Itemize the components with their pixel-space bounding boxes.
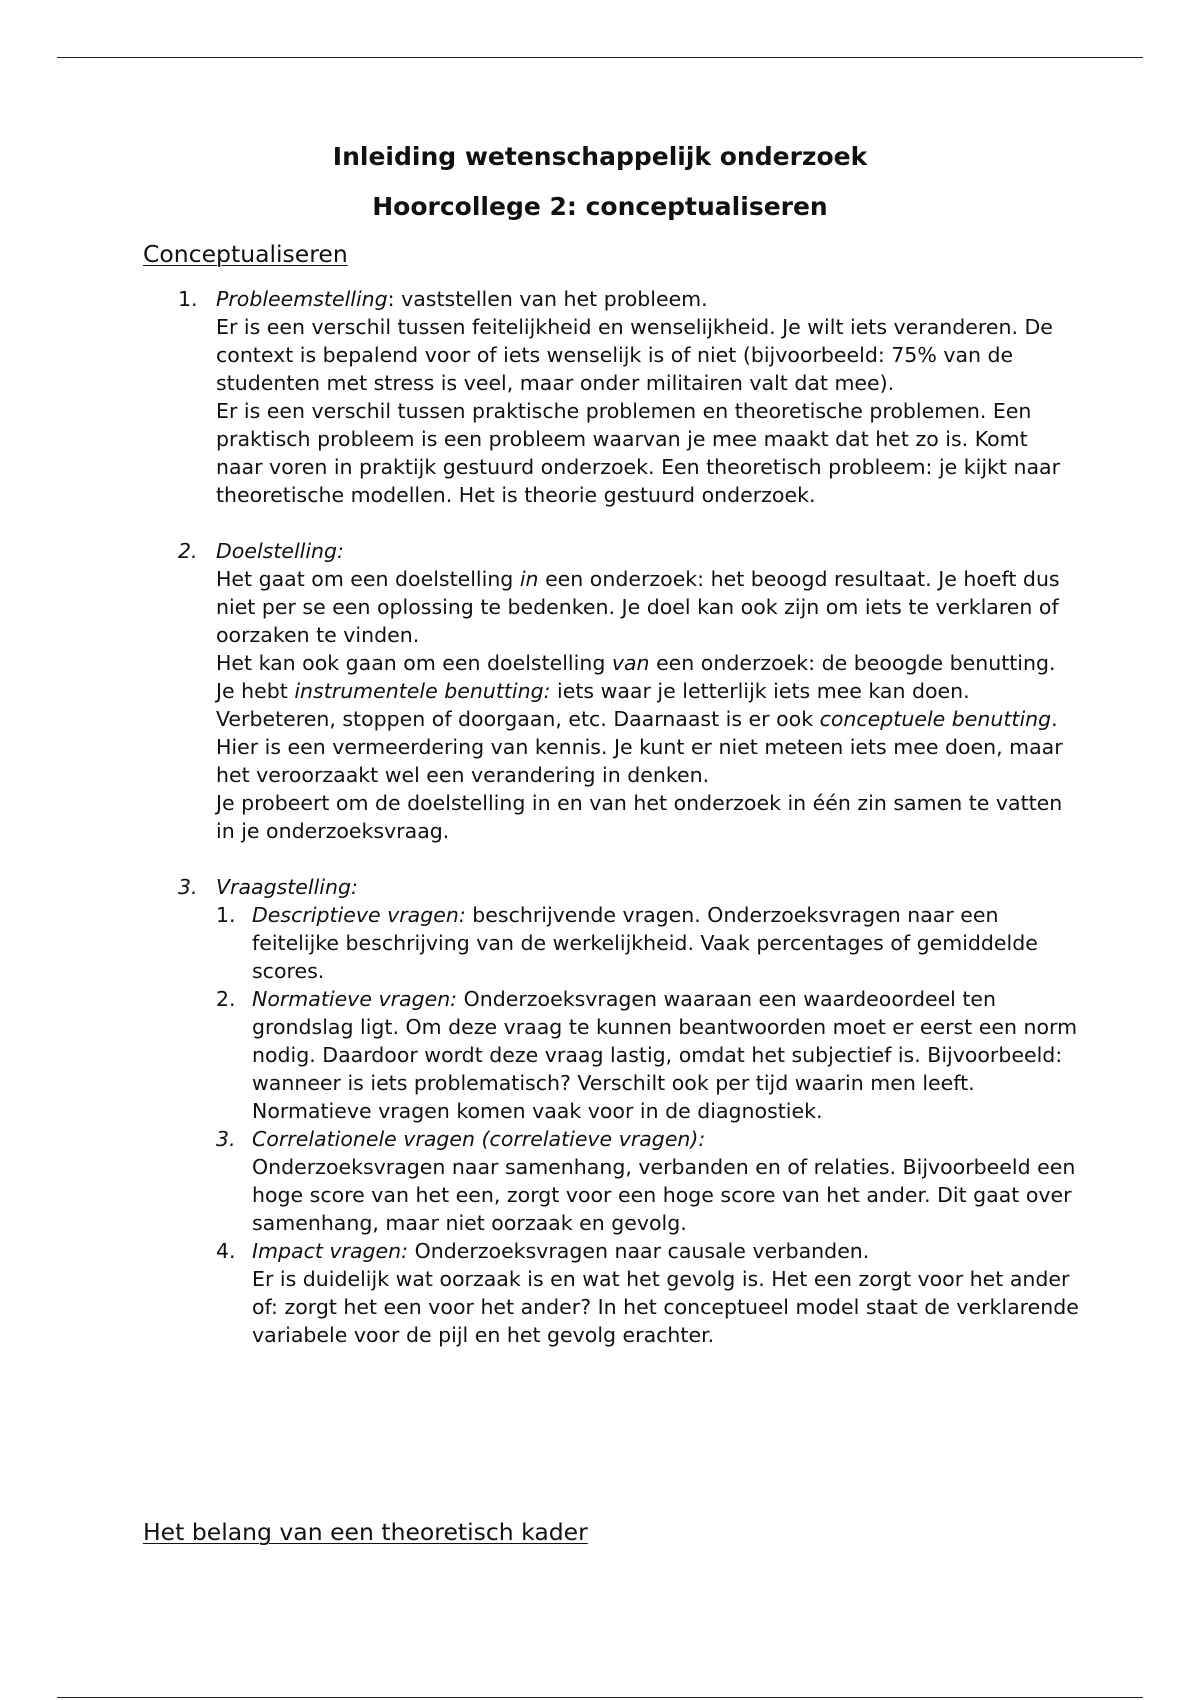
paragraph: Er is een verschil tussen feitelijkheid en wenselijkheid. Je wilt iets veranderen. De context is bepalend voor of iets wenselijk is of niet (bijvoorbeeld: 75% van de studenten met stress is veel, maar onder militairen valt dat mee). (216, 315, 1053, 395)
item-label: Vraagstelling: (216, 875, 358, 899)
text-run: Het kan ook gaan om een doelstelling (216, 651, 612, 675)
paragraph: Je probeert om de doelstelling in en van het onderzoek in één zin samen te vatten in je onderzoeksvraag. (216, 791, 1063, 843)
paragraph (252, 901, 1082, 985)
text-run: . Hier is een vermeerdering van kennis. Je kunt er niet meteen iets mee doen, maar het veroorzaakt wel een verandering in denken. (216, 707, 1063, 787)
paragraph (216, 565, 1066, 649)
document-title: Inleiding wetenschappelijk onderzoek (332, 142, 868, 171)
paragraph (252, 1237, 1082, 1265)
list-number: 3. (178, 875, 198, 899)
list-item-doelstelling (0, 537, 1066, 845)
item-label-suffix: : vaststellen van het probleem. (387, 287, 708, 311)
list-number: 3. (216, 1127, 236, 1151)
text-run: Onderzoeksvragen waaraan een waardeoordeel ten grondslag ligt. Om deze vraag te kunnen beantwoorden moet er eerst een norm nodig. Daardoor wordt deze vraag lastig, omdat het subjectief is. Bijvoorbeeld: wanneer is iets problematisch? Verschilt ook per tijd waarin men leeft. Normatieve vragen komen vaak voor in de diagnostiek. (252, 987, 1078, 1123)
paragraph (252, 985, 1082, 1125)
text-run: Onderzoeksvragen naar causale verbanden. (408, 1239, 870, 1263)
emphasis: van (611, 651, 650, 675)
text-run: een onderzoek: het beoogd resultaat. Je hoeft dus niet per se een oplossing te bedenken. Je doel kan ook zijn om iets te verklaren of oorzaken te vinden. (216, 567, 1060, 647)
emphasis: Normatieve vragen: (252, 987, 458, 1011)
list-number: 1. (216, 903, 236, 927)
sub-item-normatieve (216, 985, 1082, 1125)
sub-item-impact (216, 1237, 1082, 1349)
text-run: beschrijvende vragen. Onderzoeksvragen naar een feitelijke beschrijving van de werkelijkheid. Vaak percentages of gemiddelde scores. (252, 903, 1038, 983)
list-number: 1. (178, 287, 198, 311)
list-item-probleemstelling (0, 285, 1066, 509)
sub-list (216, 901, 1079, 1349)
item-label: Probleemstelling (216, 287, 388, 311)
item-label: Doelstelling: (216, 539, 344, 563)
item-title-line (252, 1125, 1082, 1153)
paragraph: Onderzoeksvragen naar samenhang, verbanden en of relaties. Bijvoorbeeld een hoge score van het een, zorgt voor een hoge score van het ander. Dit gaat over samenhang, maar niet oorzaak en gevolg. (252, 1155, 1076, 1235)
emphasis: in (519, 567, 539, 591)
list-item-vraagstelling (0, 873, 1079, 1349)
paragraph: Er is een verschil tussen praktische problemen en theoretische problemen. Een praktisch probleem is een probleem waarvan je mee maakt dat het zo is. Komt naar voren in praktijk gestuurd onderzoek. Een theoretisch probleem: je kijkt naar theoretische modellen. Het is theorie gestuurd onderzoek. (216, 399, 1061, 507)
paragraph (216, 649, 1066, 789)
list-number: 2. (216, 987, 236, 1011)
bottom-rule (57, 1697, 1143, 1698)
document-subtitle: Hoorcollege 2: conceptualiseren (372, 192, 828, 221)
item-title-line (216, 285, 1066, 313)
sub-item-descriptieve (216, 901, 1082, 985)
numbered-list (0, 285, 1200, 1349)
emphasis: Correlationele vragen (correlatieve vragen): (252, 1127, 706, 1151)
section-heading-conceptualiseren: Conceptualiseren (143, 240, 348, 268)
top-rule (57, 57, 1143, 58)
text-run: een onderzoek: de beoogde benutting. Je hebt (216, 651, 1056, 703)
list-number: 2. (178, 539, 198, 563)
emphasis: conceptuele benutting (819, 707, 1052, 731)
paragraph: Er is duidelijk wat oorzaak is en wat het gevolg is. Het een zorgt voor het ander of: zorgt het een voor het ander? In het conceptueel model staat de verklarende variabele voor de pijl en het gevolg erachter. (252, 1267, 1079, 1347)
emphasis: instrumentele benutting: (294, 679, 551, 703)
list-number: 4. (216, 1239, 236, 1263)
text-run: iets waar je letterlijk iets mee kan doen. Verbeteren, stoppen of doorgaan, etc. Daarnaast is er ook (216, 679, 970, 731)
section-heading-theoretisch-kader: Het belang van een theoretisch kader (143, 1518, 588, 1546)
item-title-line (216, 537, 1066, 565)
text-run: Het gaat om een doelstelling (216, 567, 520, 591)
emphasis: Descriptieve vragen: (252, 903, 466, 927)
emphasis: Impact vragen: (252, 1239, 409, 1263)
sub-item-correlationele (216, 1125, 1082, 1237)
item-title-line (216, 873, 1066, 901)
